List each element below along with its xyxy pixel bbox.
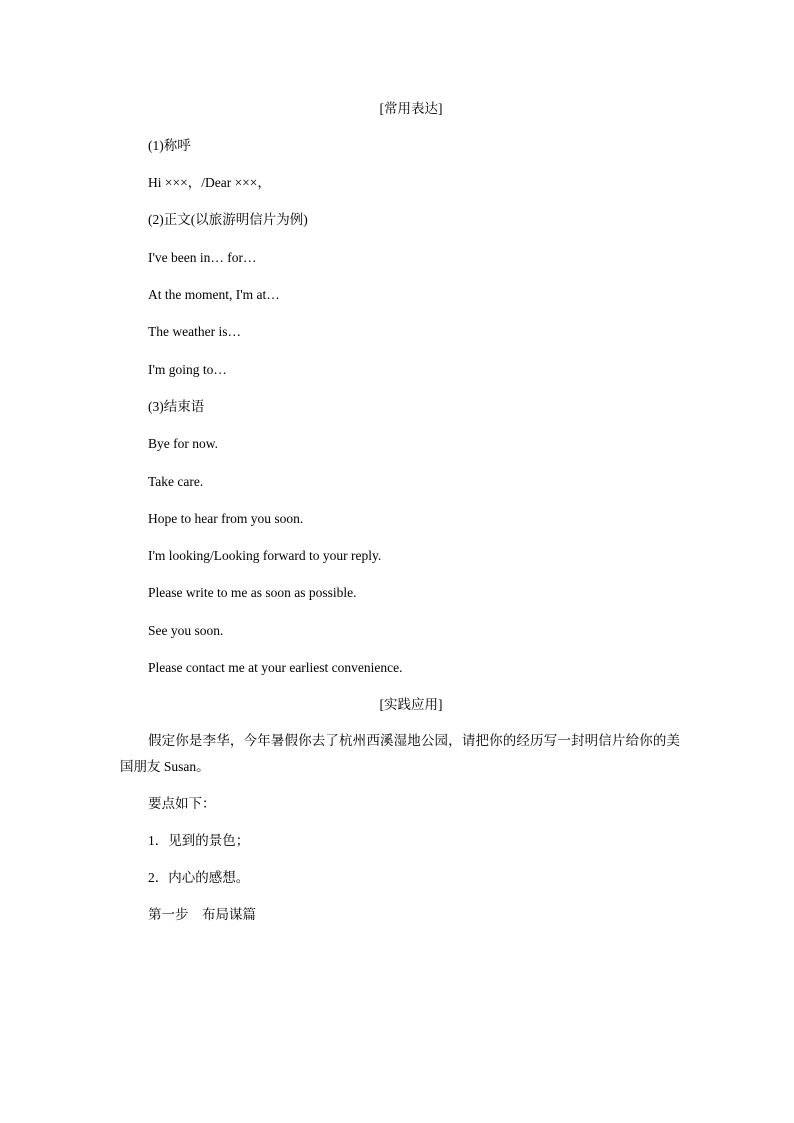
closing-line: Hope to hear from you soon.: [148, 511, 304, 526]
closing-line: Take care.: [148, 474, 204, 489]
body-title: (2)正文(以旅游明信片为例): [148, 212, 308, 227]
closing-line: I'm looking/Looking forward to your reply.: [148, 548, 382, 563]
salutation-title: (1)称呼: [148, 138, 191, 153]
salutation-example: Hi ×××，/Dear ×××，: [148, 175, 271, 190]
closing-line: See you soon.: [148, 623, 224, 638]
step-title: 第一步 布局谋篇: [148, 907, 256, 922]
closing-line: Please write to me as soon as possible.: [148, 585, 357, 600]
body-line: The weather is…: [148, 324, 241, 339]
writing-prompt: 假定你是李华，今年暑假你去了杭州西溪湿地公园，请把你的经历写一封明信片给你的美国朋友 Susan。: [120, 733, 680, 774]
closing-title: (3)结束语: [148, 399, 205, 414]
point-item: 1．见到的景色；: [148, 833, 250, 848]
body-line: I've been in… for…: [148, 250, 257, 265]
section-heading-practice: [实践应用]: [379, 697, 443, 712]
body-line: At the moment, I'm at…: [148, 287, 280, 302]
point-item: 2．内心的感想。: [148, 870, 250, 885]
body-line: I'm going to…: [148, 362, 227, 377]
section-heading-common-expressions: [常用表达]: [379, 101, 443, 116]
closing-line: Bye for now.: [148, 436, 218, 451]
closing-line: Please contact me at your earliest convenience.: [148, 660, 403, 675]
points-title: 要点如下：: [148, 796, 216, 811]
